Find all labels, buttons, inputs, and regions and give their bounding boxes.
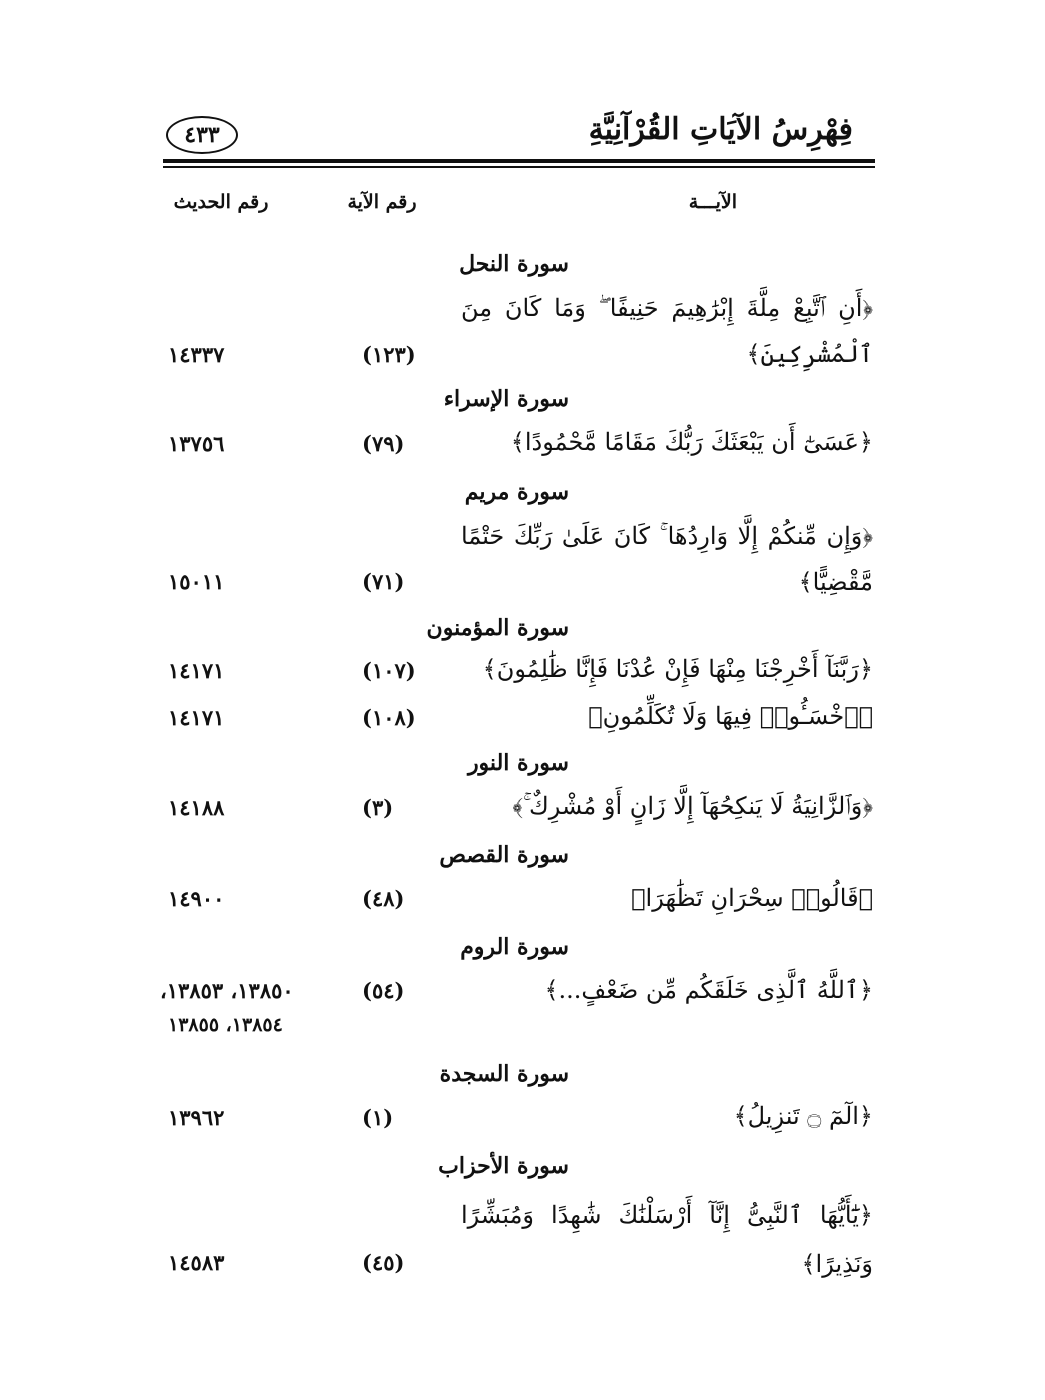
page-number-badge xyxy=(166,116,238,154)
ayah-number: (١) xyxy=(362,1105,394,1130)
column-heading-verse-number: رقم الآية xyxy=(347,191,417,213)
ayah-number: (١٠٧) xyxy=(362,658,416,683)
surah-heading: سورة النحل xyxy=(459,251,569,277)
hadith-number: ١٤١٨٨ xyxy=(168,795,225,820)
hadith-number: ١٤١٧١ xyxy=(168,705,225,730)
header-rule-thick xyxy=(163,159,875,163)
ayah-number: (٣) xyxy=(362,795,394,820)
surah-heading: سورة المؤمنون xyxy=(426,615,569,641)
column-heading-hadith-number: رقم الحديث xyxy=(173,191,269,213)
hadith-number: ١٤٥٨٣ xyxy=(168,1250,225,1275)
verse-line: ﴿يَٰٓأَيُّهَا ٱلنَّبِىُّ إِنَّآ أَرْسَلْنَٰكَ شَٰهِدًا وَمُبَشِّرًا xyxy=(461,1201,873,1229)
surah-heading: سورة الروم xyxy=(460,934,569,960)
page-title: فِهْرِسُ الآيَاتِ القُرْآنِيَّةِ xyxy=(588,112,853,147)
surah-heading: سورة الإسراء xyxy=(443,386,569,412)
verse-line: ﴿ٱللَّهُ ٱلَّذِى خَلَقَكُم مِّن ضَعْفٍ...﴾ xyxy=(544,976,873,1004)
verse-line: ﴿وَٱلزَّانِيَةُ لَا يَنكِحُهَآ إِلَّا زَانٍ أَوْ مُشْرِكٌ ۚ﴾ xyxy=(512,792,873,820)
ayah-number: (٥٤) xyxy=(362,978,405,1003)
verse-line: ﴿ٱخْسَـُٔوا۟ فِيهَا وَلَا تُكَلِّمُونِ﴾ xyxy=(588,702,873,730)
verse-line: ﴿رَبَّنَآ أَخْرِجْنَا مِنْهَا فَإِنْ عُدْنَا فَإِنَّا ظَٰلِمُونَ﴾ xyxy=(482,655,873,683)
surah-heading: سورة القصص xyxy=(439,842,569,868)
page-number: ٤٣٣ xyxy=(184,122,220,148)
surah-heading: سورة مريم xyxy=(464,479,569,505)
header-rule-thin xyxy=(163,166,875,168)
hadith-number: ١٤١٧١ xyxy=(168,658,225,683)
verse-line: مَّقْضِيًّا﴾ xyxy=(798,568,873,596)
verse-line: ﴿عَسَىٰٓ أَن يَبْعَثَكَ رَبُّكَ مَقَامًا مَّحْمُودًا﴾ xyxy=(510,428,873,456)
hadith-number: ١٣٨٥٠، ١٣٨٥٣، xyxy=(160,978,294,1003)
verse-line: ﴿أَنِ ٱتَّبِعْ مِلَّةَ إِبْرَٰهِيمَ حَنِيفًا ۖ وَمَا كَانَ مِنَ xyxy=(461,294,873,322)
ayah-number: (١٢٣) xyxy=(362,342,416,367)
verse-line: ٱلْمُشْرِكِينَ﴾ xyxy=(746,340,873,368)
ayah-number: (٧٩) xyxy=(362,431,405,456)
surah-heading: سورة السجدة xyxy=(439,1061,569,1087)
hadith-number: ١٥٠١١ xyxy=(168,569,225,594)
verse-line: وَنَذِيرًا﴾ xyxy=(801,1250,873,1278)
hadith-number: ١٣٨٥٤، ١٣٨٥٥ xyxy=(168,1014,283,1036)
verse-line: ﴿قَالُوا۟ سِحْرَانِ تَظَٰهَرَا﴾ xyxy=(631,884,873,912)
ayah-number: (١٠٨) xyxy=(362,705,416,730)
verse-line: ﴿الٓمٓ ۝ تَنزِيلُ﴾ xyxy=(733,1102,873,1130)
hadith-number: ١٤٣٣٧ xyxy=(168,342,225,367)
ayah-number: (٧١) xyxy=(362,569,405,594)
ayah-number: (٤٨) xyxy=(362,886,405,911)
hadith-number: ١٤٩٠٠ xyxy=(168,886,225,911)
surah-heading: سورة الأحزاب xyxy=(438,1153,569,1179)
hadith-number: ١٣٩٦٢ xyxy=(168,1105,225,1130)
ayah-number: (٤٥) xyxy=(362,1250,405,1275)
surah-heading: سورة النور xyxy=(467,750,569,776)
column-heading-verse: الآيـــة xyxy=(688,191,737,213)
hadith-number: ١٣٧٥٦ xyxy=(168,431,225,456)
verse-line: ﴿وَإِن مِّنكُمْ إِلَّا وَارِدُهَا ۚ كَانَ عَلَىٰ رَبِّكَ حَتْمًا xyxy=(461,522,873,550)
